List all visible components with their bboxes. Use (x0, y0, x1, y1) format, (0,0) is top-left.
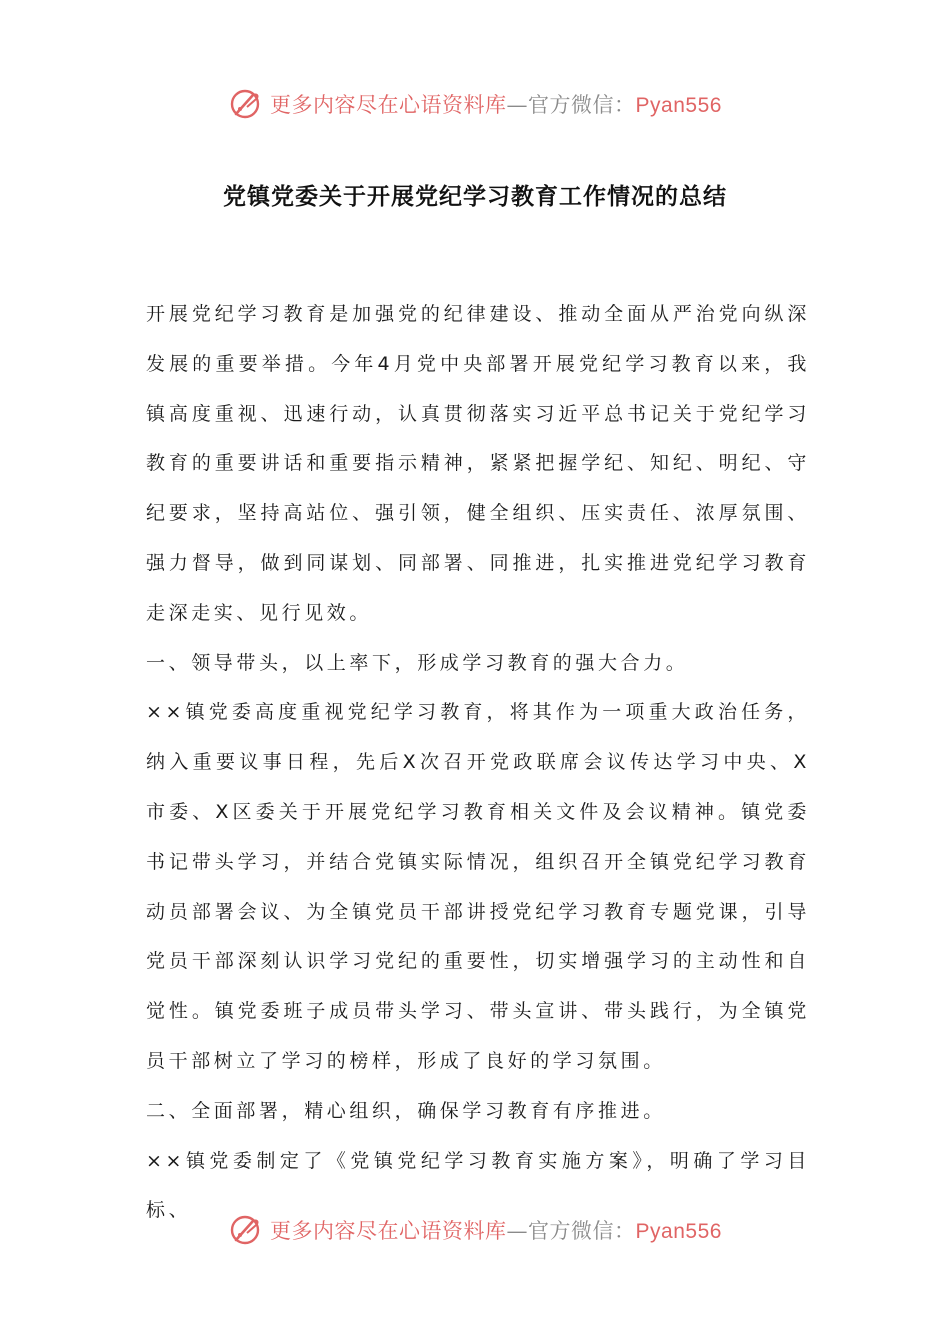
watermark-wechat-label: 官方微信： (528, 1219, 636, 1243)
paragraph-section-2: ××镇党委制定了《党镇党纪学习教育实施方案》，明确了学习目标、 (146, 1149, 810, 1222)
document-title: 党镇党委关于开展党纪学习教育工作情况的总结 (223, 184, 727, 210)
watermark-wechat-label: 官方微信： (528, 93, 636, 117)
section-heading-1: 一、领导带头，以上率下，形成学习教育的强大合力。 (146, 651, 689, 674)
watermark-dash: — (506, 1219, 529, 1243)
watermark-wechat-id: Pyan556 (635, 1220, 722, 1243)
watermark-text (270, 89, 722, 119)
document-body (146, 290, 810, 1236)
watermark-site: 更多内容尽在心语资料库 (270, 93, 507, 117)
top-watermark-banner (0, 82, 950, 126)
quill-circle-logo-icon (228, 1213, 262, 1247)
bottom-watermark-banner (0, 1208, 950, 1252)
watermark-dash: — (506, 93, 529, 117)
watermark-text (270, 1215, 722, 1245)
paragraph-intro: 开展党纪学习教育是加强党的纪律建设、推动全面从严治党向纵深发展的重要举措。今年4月党中央部署开展党纪学习教育以来，我镇高度重视、迅速行动，认真贯彻落实习近平总书记关于党纪学习教育的重要讲话和重要指示精神，紧紧把握学纪、知纪、明纪、守纪要求，坚持高站位、强引领，健全组织、压实责任、浓厚氛围、强力督导，做到同谋划、同部署、同推进，扎实推进党纪学习教育走深走实、见行见效。 (146, 303, 810, 624)
paragraph-section-1: ××镇党委高度重视党纪学习教育，将其作为一项重大政治任务，纳入重要议事日程，先后X次召开党政联席会议传达学习中央、X市委、X区委关于开展党纪学习教育相关文件及会议精神。镇党委书记带头学习，并结合党镇实际情况，组织召开全镇党纪学习教育动员部署会议、为全镇党员干部讲授党纪学习教育专题党课，引导党员干部深刻认识学习党纪的重要性，切实增强学习的主动性和自觉性。镇党委班子成员带头学习、带头宣讲、带头践行，为全镇党员干部树立了学习的榜样，形成了良好的学习氛围。 (146, 701, 810, 1072)
quill-circle-logo-icon (228, 87, 262, 121)
watermark-wechat-id: Pyan556 (635, 94, 722, 117)
section-heading-2: 二、全面部署，精心组织，确保学习教育有序推进。 (146, 1099, 666, 1122)
watermark-site: 更多内容尽在心语资料库 (270, 1219, 507, 1243)
